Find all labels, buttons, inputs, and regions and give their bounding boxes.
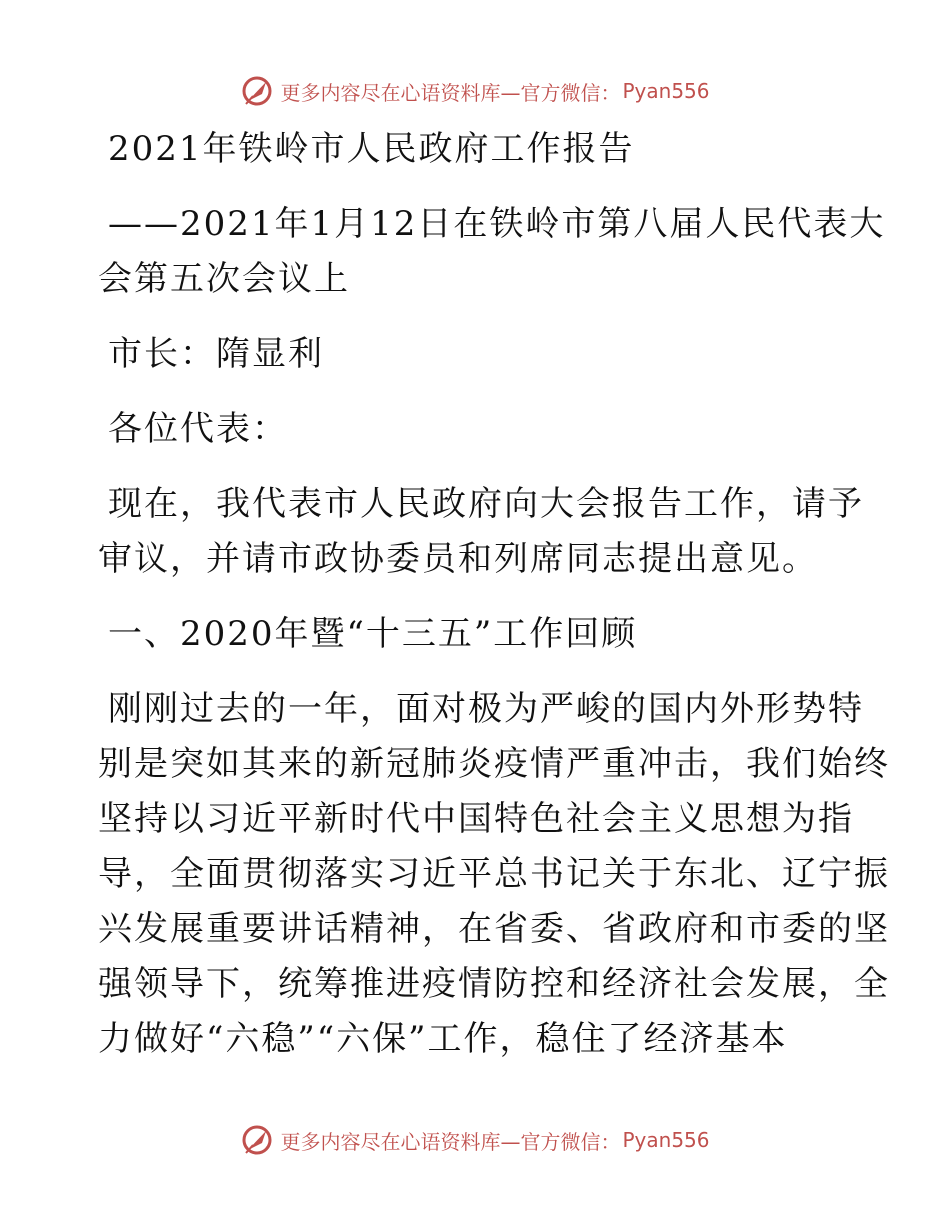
watermark-footer	[0, 1120, 950, 1160]
quill-logo-icon	[240, 74, 274, 108]
intro-line1: 现在，我代表市人民政府向大会报告工作，请予	[108, 484, 864, 524]
watermark-account: Pyan556	[622, 79, 710, 103]
document-subtitle-line2: 会第五次会议上	[98, 259, 350, 299]
speaker-line: 市长：隋显利	[108, 334, 324, 374]
body-line: 坚持以习近平新时代中国特色社会主义思想为指	[98, 799, 854, 839]
quill-logo-icon	[240, 1123, 274, 1157]
body-line: 兴发展重要讲话精神，在省委、省政府和市委的坚	[98, 909, 890, 949]
document-title: 2021年铁岭市人民政府工作报告	[108, 129, 635, 169]
watermark-text: 更多内容尽在心语资料库—官方微信：	[280, 1129, 621, 1154]
body-line: 力做好“六稳”“六保”工作，稳住了经济基本	[98, 1019, 788, 1059]
body-line: 别是突如其来的新冠肺炎疫情严重冲击，我们始终	[98, 744, 890, 784]
watermark-header	[0, 71, 950, 111]
document-subtitle-line1: ——2021年1月12日在铁岭市第八届人民代表大	[108, 204, 886, 244]
watermark-account: Pyan556	[622, 1128, 710, 1152]
intro-line2: 审议，并请市政协委员和列席同志提出意见。	[98, 539, 818, 579]
watermark-text: 更多内容尽在心语资料库—官方微信：	[280, 80, 621, 105]
document-body	[98, 120, 890, 1067]
body-line: 刚刚过去的一年，面对极为严峻的国内外形势特	[108, 689, 864, 729]
body-line: 导，全面贯彻落实习近平总书记关于东北、辽宁振	[98, 854, 890, 894]
body-line: 强领导下，统筹推进疫情防控和经济社会发展，全	[98, 964, 890, 1004]
salutation: 各位代表：	[108, 409, 288, 449]
section-heading: 一、2020年暨“十三五”工作回顾	[108, 614, 638, 654]
